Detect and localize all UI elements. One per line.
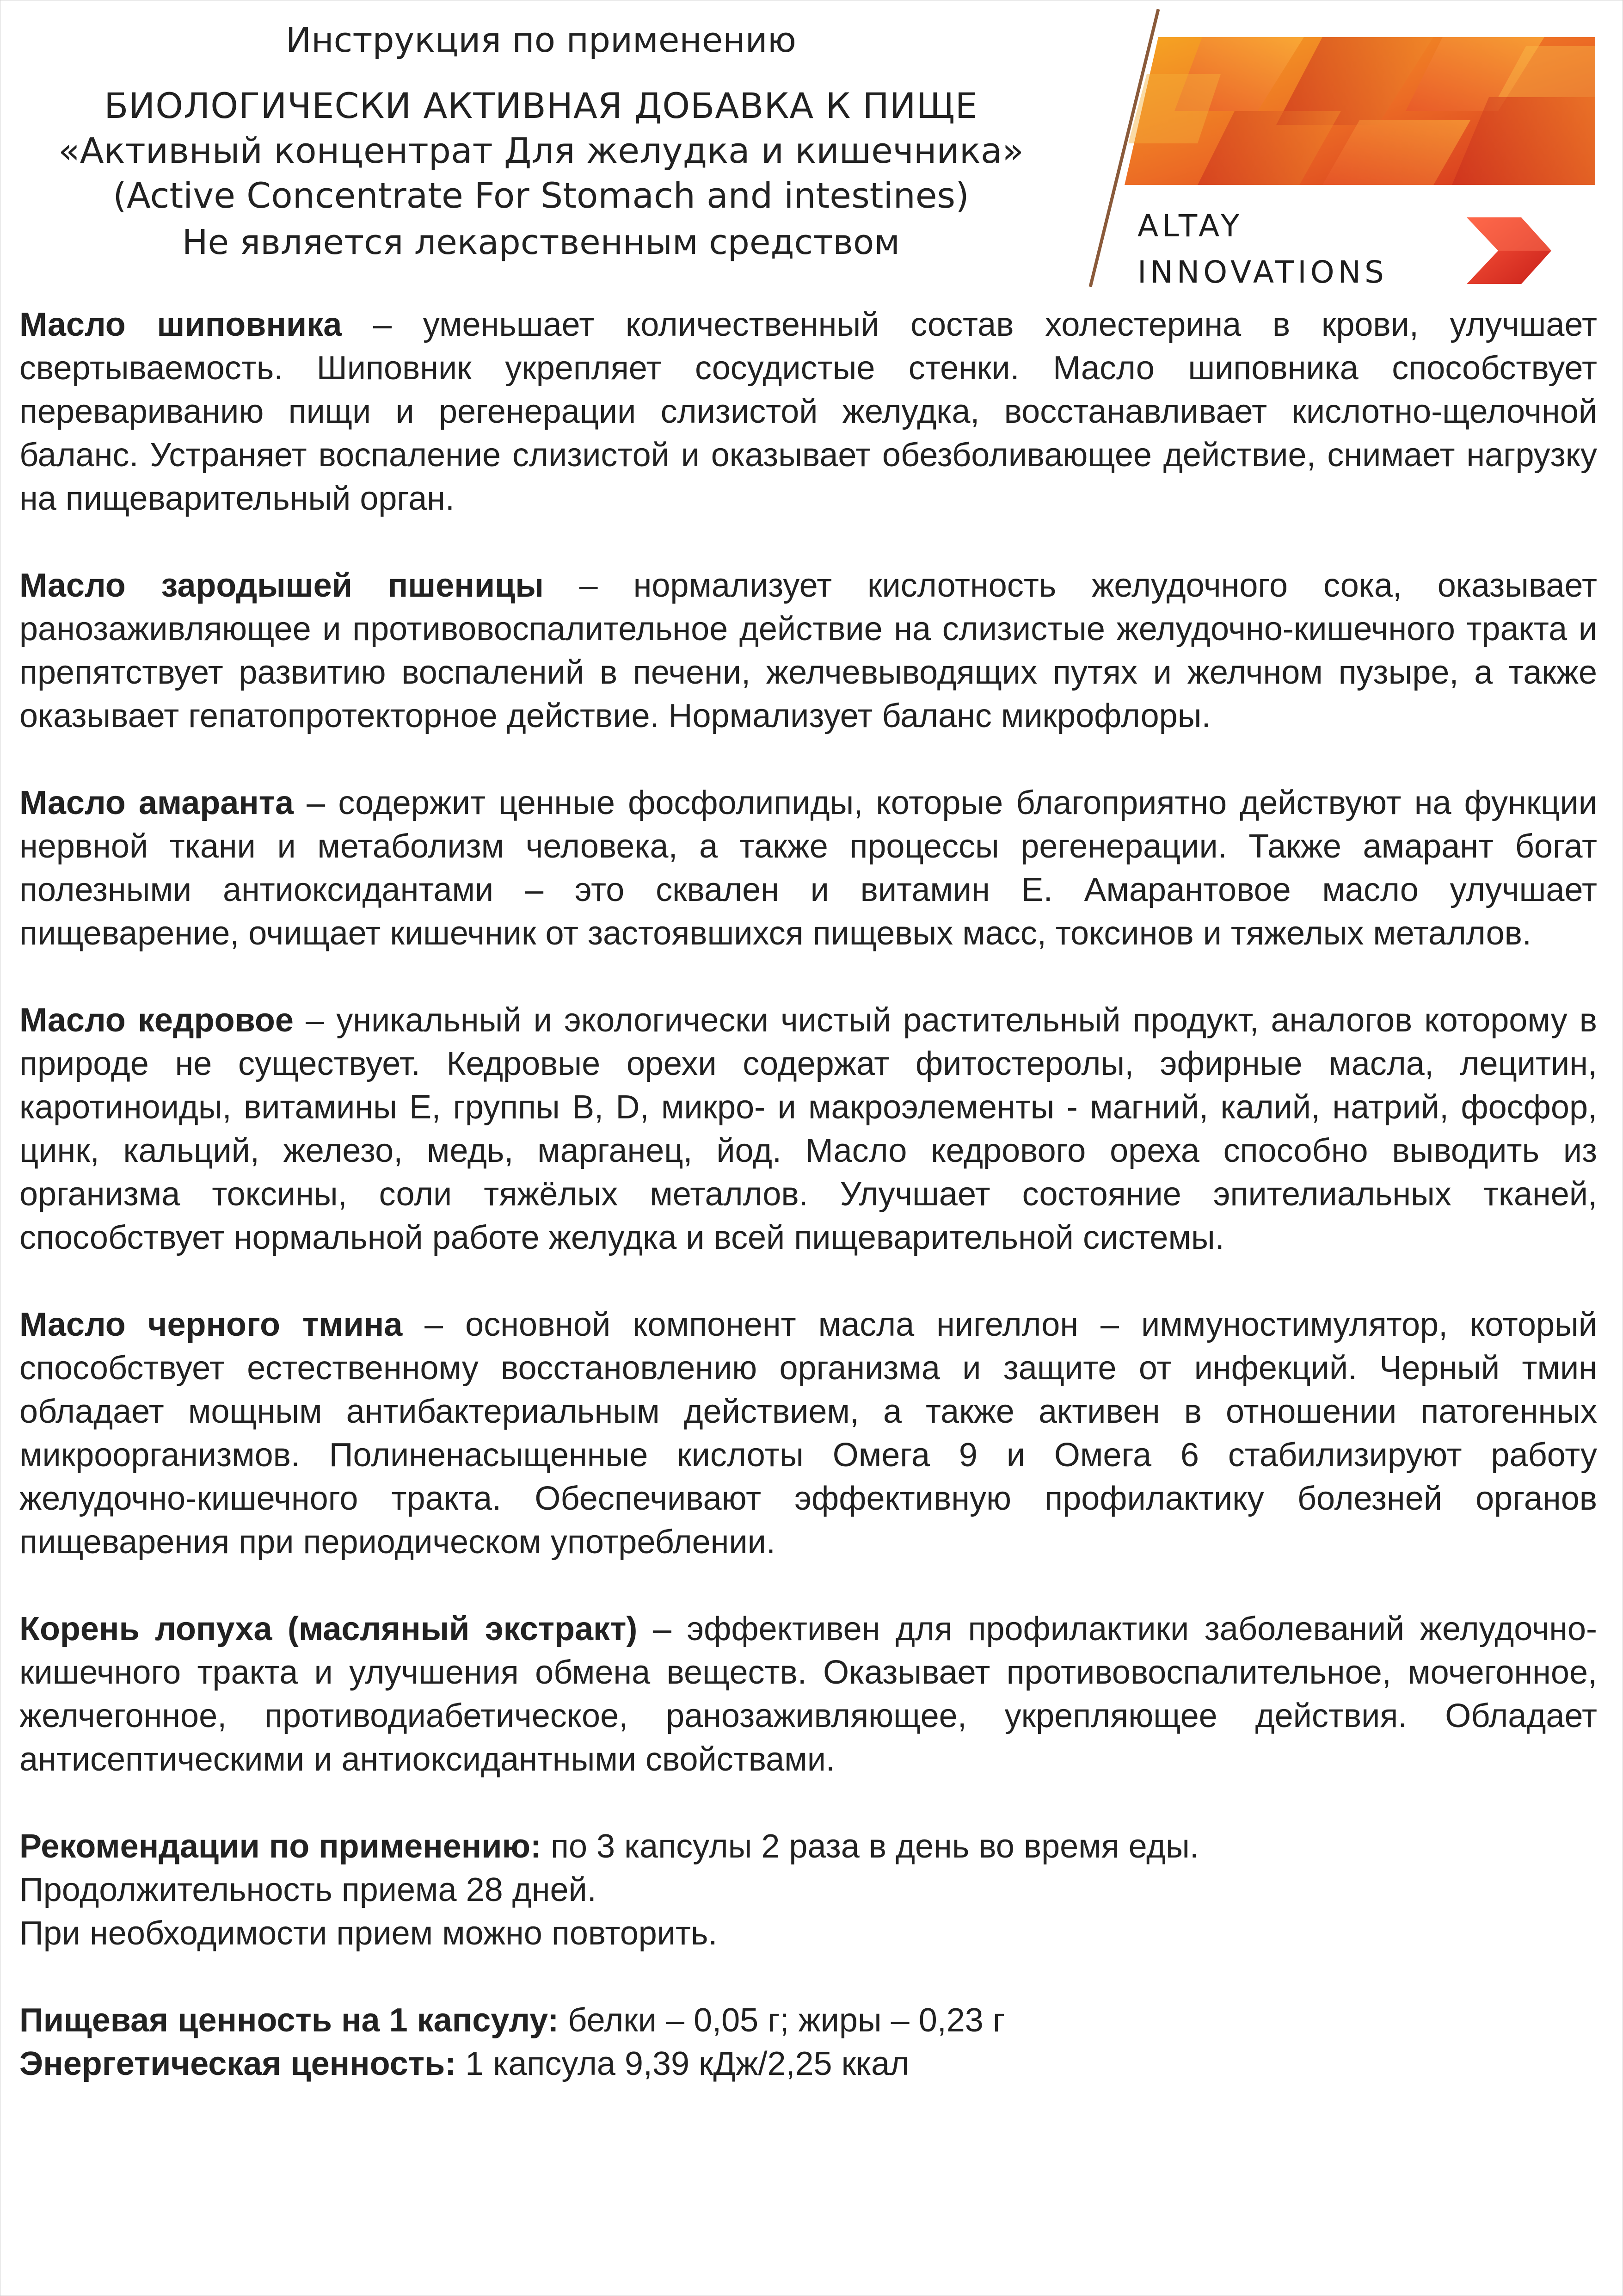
ingredient-name: Масло зародышей пшеницы [19, 567, 544, 604]
ingredient-paragraph [19, 1303, 1597, 1564]
ingredient-name: Масло шиповника [19, 306, 342, 343]
ingredient-text: – эффективен для профилактики заболеваний желудочно-кишечного тракта и улучшения обмена веществ. Оказывает противовоспалительное, мочегонное, желчегонное, противодиабетическое, ранозаживляющее, укрепляющее действия. Обладает антисептическими и антиоксидантными свойствами. [19, 1611, 1597, 1778]
ingredient-text: – содержит ценные фосфолипиды, которые благоприятно действуют на функции нервной ткани и метаболизм человека, а также процессы регенерации. Также амарант богат полезными антиоксидантами – это сквален и витамин Е. Амарантовое масло улучшает пищеварение, очищает кишечник от застоявшихся пищевых масс, токсинов и тяжелых металлов. [19, 784, 1597, 952]
usage-repeat: При необходимости прием можно повторить. [19, 1915, 718, 1952]
ingredient-paragraph [19, 781, 1597, 955]
ingredient-paragraph [19, 1607, 1597, 1781]
energy-value: 1 капсула 9,39 кДж/2,25 ккал [456, 2045, 910, 2082]
energy-line [19, 2042, 1597, 2086]
ingredient-name: Корень лопуха (масляный экстракт) [19, 1611, 638, 1648]
product-name-en: (Active Concentrate For Stomach and intestines) [113, 175, 969, 216]
brand-line-1: ALTAY [1137, 208, 1243, 244]
usage-dose [19, 1825, 1597, 1868]
instruction-body [19, 303, 1597, 2086]
usage-dose-text: по 3 капсулы 2 раза в день во время еды. [541, 1828, 1199, 1865]
ingredient-text: – уменьшает количественный состав холестерина в крови, улучшает свертываемость. Шиповник укрепляет сосудистые стенки. Масло шиповника способствует перевариванию пищи и регенерации слизистой желудка, восстанавливает кислотно-щелочной баланс. Устраняет воспаление слизистой и оказывает обезболивающее действие, снимает нагрузку на пищеварительный орган. [19, 306, 1597, 517]
brand-line-2: INNOVATIONS [1137, 254, 1388, 290]
product-name-ru: «Активный концентрат Для желудка и кишечника» [58, 130, 1024, 171]
ingredient-text: – нормализует кислотность желудочного сока, оказывает ранозаживляющее и противовоспалительное действие на слизистые желудочно-кишечного тракта и препятствует развитию воспалений в печени, желчевыводящих путях и желчном пузыре, а также оказывает гепатопротекторное действие. Нормализует баланс микрофлоры. [19, 567, 1597, 734]
instruction-title: Инструкция по применению [285, 20, 797, 60]
ingredient-text: – уникальный и экологически чистый растительный продукт, аналогов которому в природе не существует. Кедровые орехи содержат фитостеролы, эфирные масла, лецитин, каротиноиды, витамины Е, группы В, D, микро- и макроэлементы - магний, калий, натрий, фосфор, цинк, кальций, железо, медь, марганец, йод. Масло кедрового ореха способно выводить из организма токсины, соли тяжёлых металлов. Улучшает состояние эпителиальных тканей, способствует нормальной работе желудка и всей пищеварительной системы. [19, 1002, 1598, 1256]
title-block [28, 14, 1054, 262]
disclaimer: Не является лекарственным средством [182, 222, 900, 262]
brand-logo [1082, 5, 1605, 291]
ingredient-paragraph [19, 999, 1597, 1259]
nutrition-label: Пищевая ценность на 1 капсулу: [19, 2002, 559, 2039]
nutrition-value: белки – 0,05 г; жиры – 0,23 г [559, 2002, 1005, 2039]
logo-graphic [1082, 5, 1605, 291]
product-type: БИОЛОГИЧЕСКИ АКТИВНАЯ ДОБАВКА К ПИЩЕ [104, 85, 978, 126]
header [0, 0, 1623, 296]
energy-label: Энергетическая ценность: [19, 2045, 456, 2082]
usage-duration: Продолжительность приема 28 дней. [19, 1871, 596, 1908]
ingredient-name: Масло амаранта [19, 784, 294, 821]
ingredient-paragraph [19, 303, 1597, 520]
ingredient-paragraph [19, 564, 1597, 738]
ingredient-name: Масло кедровое [19, 1002, 294, 1039]
nutrition-line [19, 1999, 1597, 2042]
usage-label: Рекомендации по применению: [19, 1828, 541, 1865]
ingredient-name: Масло черного тмина [19, 1306, 403, 1343]
ingredient-text: – основной компонент масла нигеллон – иммуностимулятор, который способствует естественному восстановлению организма и защите от инфекций. Черный тмин обладает мощным антибактериальным действием, а также активен в отношении патогенных микроорганизмов. Полиненасыщенные кислоты Омега 9 и Омега 6 стабилизируют работу желудочно-кишечного тракта. Обеспечивают эффективную профилактику болезней органов пищеварения при периодическом употреблении. [19, 1306, 1597, 1561]
